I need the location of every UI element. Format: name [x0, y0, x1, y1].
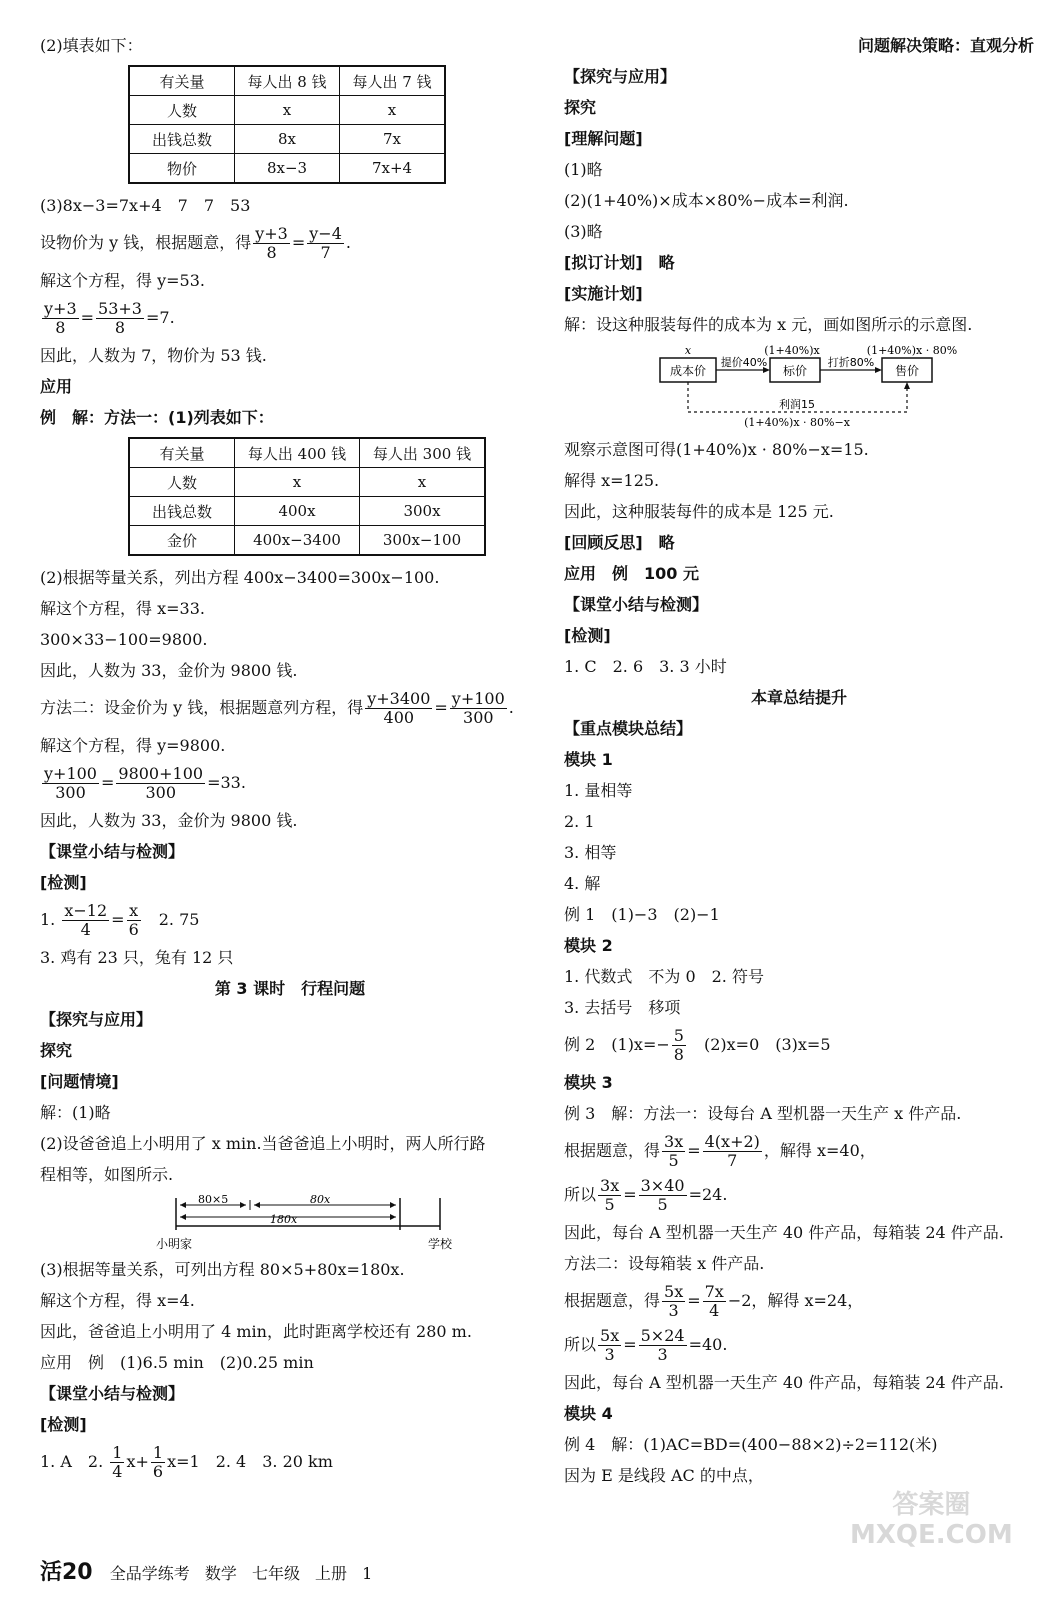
text: ，解得 x=40，: [763, 1141, 876, 1160]
text: 例 2 (1)x=−: [564, 1035, 670, 1054]
arrowhead: [875, 367, 882, 373]
answer-line: [40, 898, 540, 942]
equation-line: [40, 686, 540, 730]
price-diagram: [564, 340, 1034, 434]
text: =: [291, 233, 306, 252]
text: =: [687, 1141, 701, 1160]
sub-heading: [问题情境]: [40, 1072, 119, 1091]
fraction: [127, 902, 141, 939]
numerator: 3x: [664, 1132, 684, 1151]
table-cell: 人数: [129, 96, 235, 125]
sale-price-value: (1+40%)x · 80%: [866, 344, 958, 357]
table-header: 每人出 8 钱: [235, 66, 340, 96]
text: 所以: [564, 1185, 597, 1204]
sub-heading: [实施计划]: [564, 284, 643, 303]
numerator: 1: [112, 1443, 123, 1462]
watermark-text: 答案圈: [892, 1490, 971, 1520]
table-cell: 300x: [360, 497, 486, 526]
table-cell: x: [235, 96, 340, 125]
numerator: 1: [152, 1443, 164, 1462]
denominator: 4: [709, 1301, 720, 1320]
left-column: [40, 30, 540, 1484]
numerator: x: [127, 902, 141, 921]
fraction: [672, 1027, 686, 1064]
fraction: [639, 1327, 687, 1364]
table-cell: x: [235, 468, 360, 497]
text: =7.: [145, 308, 175, 327]
denominator: 4: [80, 920, 91, 939]
profit-label: 利润15: [779, 398, 815, 411]
table-cell: 出钱总数: [129, 497, 235, 526]
arrowhead: [390, 1214, 396, 1220]
numerator: y+100: [44, 764, 97, 783]
text: 根据题意，得: [564, 1141, 661, 1160]
text: =: [100, 773, 115, 792]
text: =40.: [688, 1335, 728, 1354]
sub-heading: [理解问题]: [564, 129, 643, 148]
text-line: 解：设这种服装每件的成本为 x 元，画如图所示的示意图.: [564, 315, 973, 334]
sub-heading: [检测]: [564, 626, 611, 645]
text-line: 3. 去括号 移项: [564, 998, 681, 1017]
text-line: 解这个方程，得 x=33.: [40, 599, 205, 618]
table-cell: x: [340, 96, 446, 125]
denominator: 8: [114, 318, 126, 337]
text-line: 例 3 解：方法一：设每台 A 型机器一天生产 x 件产品.: [564, 1104, 962, 1123]
section-heading: 【课堂小结与检测】: [40, 842, 185, 861]
text-line: 因此，每台 A 型机器一天生产 40 件产品，每箱装 24 件产品.: [564, 1223, 1004, 1242]
volume: 上册: [315, 1564, 348, 1583]
arrowhead: [390, 1202, 396, 1208]
text-line: 因此，人数为 33，金价为 9800 钱.: [40, 811, 298, 830]
page-number: 活20: [40, 1560, 93, 1585]
table-gold-price: [128, 437, 486, 556]
table-cell: 400x: [235, 497, 360, 526]
sale-price-label: 售价: [894, 364, 920, 378]
arrowhead: [180, 1214, 186, 1220]
table-cell: 人数: [129, 468, 235, 497]
fraction: [96, 300, 144, 337]
text: =: [623, 1335, 637, 1354]
module-heading: 模块 2: [564, 936, 613, 955]
equation-line: [564, 1173, 1034, 1217]
text-line: 因此，这种服装每件的成本是 125 元.: [564, 502, 834, 521]
text-line: 程相等，如图所示.: [40, 1165, 174, 1184]
numerator: y+3: [255, 224, 288, 243]
distance-diagram-svg: [40, 1190, 540, 1254]
table-cell: x: [360, 468, 486, 497]
text: −2，解得 x=24，: [727, 1291, 864, 1310]
answer-line: [40, 1440, 540, 1484]
equation-line: [564, 1023, 1034, 1067]
table-cell: 物价: [129, 154, 235, 184]
denominator: 300: [145, 783, 176, 802]
equation-line: [40, 761, 540, 805]
text: 设物价为 y 钱，根据题意，得: [40, 233, 252, 252]
denominator: 8: [55, 318, 66, 337]
numerator: 9800+100: [118, 764, 204, 783]
text: 2. 75: [142, 910, 200, 929]
denominator: 5: [604, 1195, 615, 1214]
section-heading: 【探究与应用】: [564, 67, 677, 86]
table-header: 每人出 400 钱: [235, 438, 360, 468]
equation-line: [564, 1129, 1034, 1173]
text-line: 因此，爸爸追上小明用了 4 min，此时距离学校还有 280 m.: [40, 1322, 472, 1341]
section-heading: 【重点模块总结】: [564, 719, 693, 738]
text-line: 解这个方程，得 y=53.: [40, 271, 205, 290]
text-line: 3. 相等: [564, 843, 617, 862]
section-heading: 应用: [40, 377, 73, 396]
text-line: (2)(1+40%)×成本×80%−成本=利润.: [564, 191, 849, 210]
numerator: 5x: [664, 1282, 684, 1301]
text: =: [80, 308, 95, 327]
numerator: x−12: [64, 901, 108, 920]
sub-heading: 探究: [564, 98, 597, 117]
fraction: [42, 765, 99, 802]
text: 方法二：设金价为 y 钱，根据题意列方程，得: [40, 698, 364, 717]
text-line: (3)根据等量关系，可列出方程 80×5+80x=180x.: [40, 1260, 405, 1279]
fraction: [110, 1444, 124, 1481]
numerator: y+100: [451, 689, 505, 708]
text: =: [623, 1185, 637, 1204]
text: =: [687, 1291, 701, 1310]
text-line: (2)设爸爸追上小明用了 x min.当爸爸追上小明时，两人所行路: [40, 1134, 486, 1153]
table-buy-price: [128, 65, 446, 184]
table-cell: 出钱总数: [129, 125, 235, 154]
total-label: 180x: [270, 1213, 298, 1226]
fraction: [62, 902, 109, 939]
lesson-title: 第 3 课时 行程问题: [214, 979, 366, 998]
text-line: 解这个方程，得 y=9800.: [40, 736, 226, 755]
fraction: [639, 1177, 687, 1214]
text-line: 因此，每台 A 型机器一天生产 40 件产品，每箱装 24 件产品.: [564, 1373, 1004, 1392]
text-line: 解这个方程，得 x=4.: [40, 1291, 195, 1310]
fraction: [703, 1133, 762, 1170]
denominator: 3: [657, 1345, 668, 1364]
equation-line: [40, 221, 540, 265]
text-line: 因此，人数为 7，物价为 53 钱.: [40, 346, 267, 365]
sub-heading: 探究: [40, 1041, 73, 1060]
end-label: 学校: [428, 1237, 453, 1251]
text: .: [508, 698, 514, 717]
page-footer: [40, 1555, 382, 1586]
sub-heading: 应用 例 100 元: [564, 564, 699, 583]
fraction: [662, 1133, 685, 1170]
text: 1. A 2.: [40, 1452, 109, 1471]
numerator: 4(x+2): [704, 1132, 760, 1151]
denominator: 4: [112, 1462, 123, 1481]
arrowhead: [240, 1202, 246, 1208]
text: 根据题意，得: [564, 1291, 661, 1310]
fraction: [450, 690, 507, 727]
text-line: 因为 E 是线段 AC 的中点，: [564, 1466, 764, 1485]
fraction: [703, 1283, 726, 1320]
fraction: [662, 1283, 685, 1320]
denominator: 5: [668, 1151, 679, 1170]
module-heading: 模块 1: [564, 750, 613, 769]
numerator: y+3400: [367, 689, 431, 708]
arrowhead: [180, 1202, 186, 1208]
numerator: y−4: [309, 224, 342, 243]
chapter-summary-title: 本章总结提升: [750, 688, 847, 707]
arrowhead: [254, 1202, 260, 1208]
text-line: 观察示意图可得(1+40%)x · 80%−x=15.: [564, 440, 869, 459]
table-header: 有关量: [129, 438, 235, 468]
text-line: (3)略: [564, 222, 603, 241]
text-line: (2)根据等量关系，列出方程 400x−3400=300x−100.: [40, 568, 440, 587]
section-heading: 【课堂小结与检测】: [40, 1384, 185, 1403]
sub-heading: [检测]: [40, 873, 87, 892]
fraction: [151, 1444, 165, 1481]
table-cell: 300x−100: [360, 526, 486, 556]
fraction: [365, 690, 432, 727]
fraction: [116, 765, 205, 802]
denominator: 8: [266, 243, 277, 262]
numerator: 3×40: [640, 1176, 685, 1195]
text: (2)x=0 (3)x=5: [687, 1035, 831, 1054]
volume-number: 1: [362, 1564, 373, 1583]
text-line: (1)略: [564, 160, 603, 179]
distance-diagram: [40, 1190, 540, 1254]
numerator: 7x: [704, 1282, 724, 1301]
text: =: [434, 698, 448, 717]
sub-heading: [回顾反思] 略: [564, 533, 675, 552]
watermark-url: MXQE.COM: [850, 1520, 1013, 1550]
text: x+: [126, 1452, 149, 1471]
list-price-label: 标价: [782, 364, 808, 378]
fraction: [307, 225, 344, 262]
text: 所以: [564, 1335, 597, 1354]
fraction: [598, 1177, 621, 1214]
text-line: 300×33−100=9800.: [40, 630, 208, 649]
denominator: 8: [673, 1045, 684, 1064]
text: .: [345, 233, 351, 252]
cost-value: x: [684, 344, 692, 357]
numerator: y+3: [44, 299, 77, 318]
denominator: 300: [463, 708, 494, 727]
seg2-label: 80x: [310, 1193, 331, 1206]
text-line: (2)填表如下：: [40, 36, 143, 55]
table-cell: 7x+4: [340, 154, 446, 184]
denominator: 6: [152, 1462, 164, 1481]
denominator: 300: [55, 783, 86, 802]
section-heading: 【探究与应用】: [40, 1010, 153, 1029]
denominator: 3: [668, 1301, 679, 1320]
subject: 数学: [204, 1564, 237, 1583]
equation-line: [564, 1279, 1034, 1323]
fraction: [598, 1327, 621, 1364]
text: =24.: [688, 1185, 728, 1204]
fraction: [253, 225, 290, 262]
text-line: 3. 鸡有 23 只，兔有 12 只: [40, 948, 234, 967]
numerator: 5×24: [640, 1326, 685, 1345]
strategy-header: 问题解决策略：直观分析: [857, 36, 1034, 55]
denominator: 7: [320, 243, 331, 262]
denominator: 400: [383, 708, 415, 727]
start-label: 小明家: [156, 1237, 193, 1251]
numerator: 3x: [600, 1176, 620, 1195]
text-line: 应用 例 (1)6.5 min (2)0.25 min: [40, 1353, 314, 1372]
numerator: 5x: [600, 1326, 620, 1345]
module-heading: 模块 4: [564, 1404, 613, 1423]
text-line: 4. 解: [564, 874, 601, 893]
text-line: 方法二：设每箱装 x 件产品.: [564, 1254, 765, 1273]
sub-heading: [拟订计划] 略: [564, 253, 675, 272]
right-column: [564, 30, 1034, 1491]
text: x=1 2. 4 3. 20 km: [167, 1452, 333, 1471]
numerator: 53+3: [98, 299, 142, 318]
module-heading: 模块 3: [564, 1073, 613, 1092]
numerator: 5: [673, 1026, 684, 1045]
text-line: 1. 代数式 不为 0 2. 符号: [564, 967, 764, 986]
table-header: 有关量: [129, 66, 235, 96]
table-header: 每人出 300 钱: [360, 438, 486, 468]
denominator: 6: [128, 920, 139, 939]
series-name: 全品学练考: [109, 1564, 190, 1583]
text-line: 解得 x=125.: [564, 471, 660, 490]
denominator: 7: [727, 1151, 738, 1170]
text-line: 1. C 2. 6 3. 3 小时: [564, 657, 727, 676]
text: 1.: [40, 910, 61, 929]
arrowhead: [904, 382, 910, 389]
sub-heading: [检测]: [40, 1415, 87, 1434]
profit-expression: (1+40%)x · 80%−x: [744, 416, 850, 429]
table-cell: 7x: [340, 125, 446, 154]
denominator: 3: [604, 1345, 615, 1364]
list-price-value: (1+40%)x: [764, 344, 820, 357]
text-line: 2. 1: [564, 812, 595, 831]
table-cell: 8x: [235, 125, 340, 154]
denominator: 5: [657, 1195, 668, 1214]
text-line: (3)8x−3=7x+4 7 7 53: [40, 196, 251, 215]
example-heading: 例 解：方法一：(1)列表如下：: [40, 408, 274, 427]
price-diagram-svg: [564, 340, 1034, 434]
cost-label: 成本价: [669, 364, 707, 378]
markup-label: 提价40%: [720, 356, 768, 369]
text-line: 例 1 (1)−3 (2)−1: [564, 905, 720, 924]
text: =33.: [207, 773, 246, 792]
site-watermark: [850, 1490, 1013, 1550]
table-cell: 金价: [129, 526, 235, 556]
text-line: 解：(1)略: [40, 1103, 111, 1122]
table-cell: 400x−3400: [235, 526, 360, 556]
text-line: 因此，人数为 33，金价为 9800 钱.: [40, 661, 298, 680]
discount-label: 打折80%: [827, 356, 875, 369]
text-line: 例 4 解：(1)AC=BD=(400−88×2)÷2=112(米): [564, 1435, 938, 1454]
section-heading: 【课堂小结与检测】: [564, 595, 709, 614]
fraction: [42, 300, 79, 337]
table-cell: 8x−3: [235, 154, 340, 184]
equation-line: [40, 296, 540, 340]
table-header: 每人出 7 钱: [340, 66, 446, 96]
grade: 七年级: [251, 1564, 300, 1583]
text-line: 1. 量相等: [564, 781, 633, 800]
text: =: [111, 910, 125, 929]
seg1-label: 80×5: [198, 1193, 229, 1206]
equation-line: [564, 1323, 1034, 1367]
